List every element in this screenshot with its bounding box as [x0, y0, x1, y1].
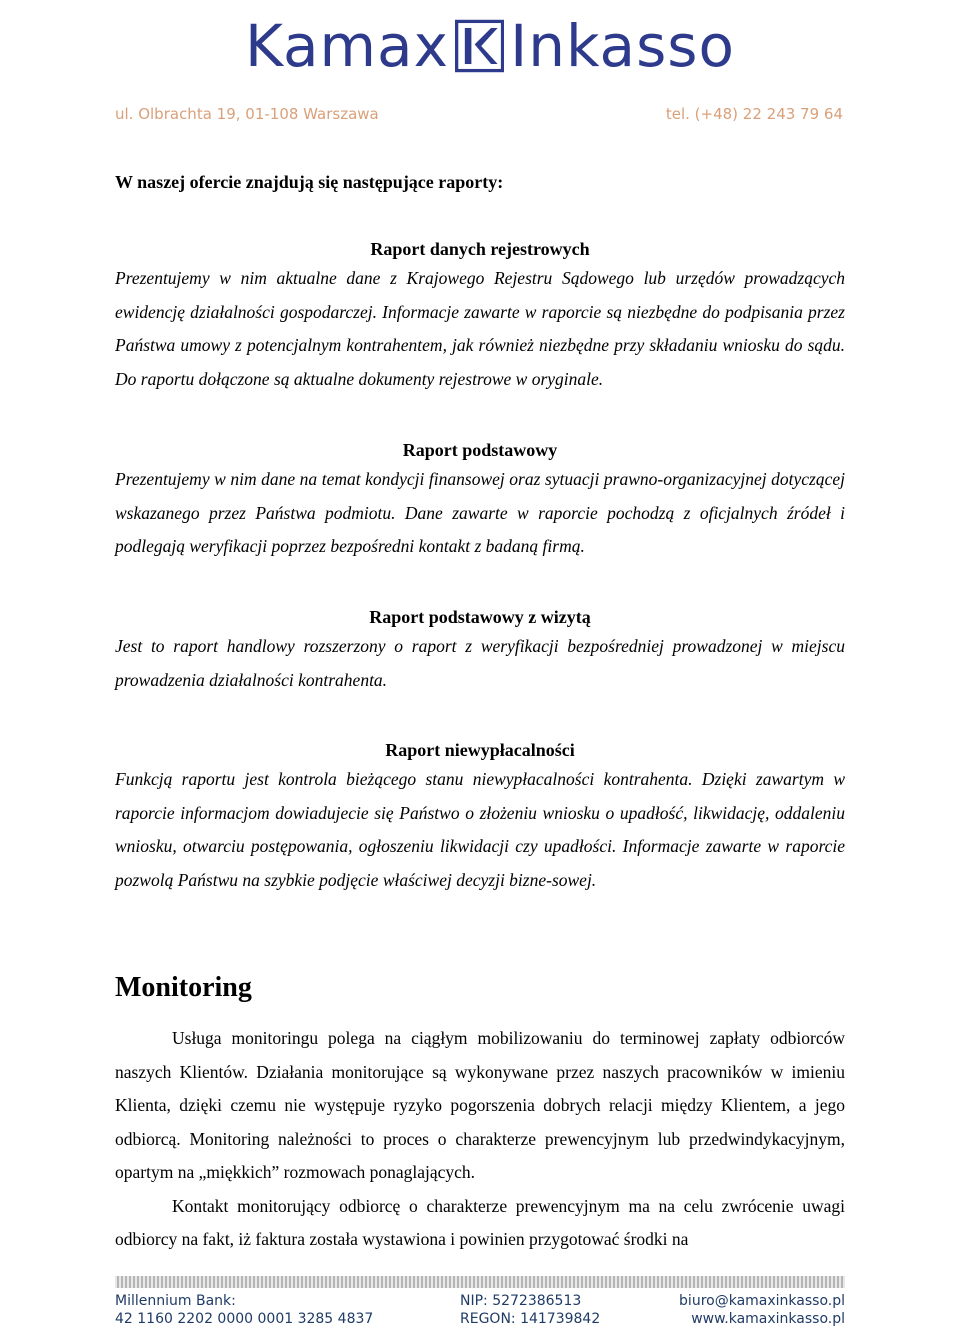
footer-regon: REGON: 141739842 [460, 1311, 601, 1327]
monitoring-paragraph: Usługa monitoringu polega na ciągłym mobilizowaniu do terminowej zapłaty odbiorców naszych Klientów. Działania monitorujące są wykonywane przez naszych pracowników w imieniu Klienta, dzięki czemu nie występuje ryzyko pogorszenia dobrych relacji między Klientem, a jego odbiorcą. Monitoring należności to proces o charakterze prewencyjnym lub przedwindykacyjnym, opartym na „miękkich” rozmowach ponaglających. [115, 1028, 845, 1182]
footer-tax-ids [460, 1292, 600, 1328]
report-description: Jest to raport handlowy rozszerzony o raport z weryfikacji bezpośredniej prowadzonej w miejscu prowadzenia działalności kontrahenta. [115, 636, 845, 690]
footer-divider [115, 1276, 845, 1288]
monitoring-paragraph: Kontakt monitorujący odbiorcę o charakterze prewencyjnym ma na celu zwrócenie uwagi odbiorcy na fakt, iż faktura została wystawiona i powinien przygotować środki na [115, 1195, 845, 1249]
header-contact [115, 105, 843, 123]
report-description: Funkcją raportu jest kontrola bieżącego stanu niewypłacalności kontrahenta. Dzięki zawartym w raporcie informacjom dowiadujecie się Państwo o złożeniu wniosku o upadłość, likwidację, oddaleniu wniosku, otwarciu postępowania, ogłoszeniu likwidacji czy upadłości. Informacje zawarte w raporcie pozwolą Państwu na szybkie podjęcie właściwej decyzji bizne-sowej. [115, 769, 845, 890]
report-section-basic [115, 437, 845, 564]
logo-text-right: Inkasso [510, 11, 735, 80]
header-address: ul. Olbrachta 19, 01-108 Warszawa [115, 105, 379, 123]
footer-email[interactable]: biuro@kamaxinkasso.pl [679, 1293, 845, 1309]
footer-bank-label: Millennium Bank: [115, 1293, 236, 1309]
report-title: Raport podstawowy z wizytą [369, 607, 591, 627]
logo-mark-icon [455, 14, 504, 78]
footer-nip: NIP: 5272386513 [460, 1293, 582, 1309]
footer-contact [679, 1292, 845, 1328]
report-description: Prezentujemy w nim dane na temat kondycji finansowej oraz sytuacji prawno-organizacyjnej dotyczącej wskazanego przez Państwa podmiotu. Dane zawarte w raporcie pochodzą z oficjalnych źródeł i podlegają weryfikacji poprzez bezpośredni kontakt z badaną firmą. [115, 469, 845, 556]
report-description: Prezentujemy w nim aktualne dane z Krajowego Rejestru Sądowego lub urzędów prowadzących ewidencję działalności gospodarczej. Informacje zawarte w raporcie są niezbędne do podpisania przez Państwa umowy z potencjalnym kontrahentem, jak również niezbędne przy składaniu wniosku do sądu. Do raportu dołączone są aktualne dokumenty rejestrowe w oryginale. [115, 268, 845, 389]
report-title: Raport niewypłacalności [385, 740, 575, 760]
monitoring-heading: Monitoring [115, 972, 252, 1003]
report-title: Raport podstawowy [402, 440, 558, 460]
footer-bank [115, 1292, 373, 1328]
report-section-insolvency [115, 737, 845, 897]
report-section-visit [115, 604, 845, 697]
logo-text-left: Kamax [245, 11, 449, 80]
report-title: Raport danych rejestrowych [370, 239, 590, 259]
header-phone: tel. (+48) 22 243 79 64 [665, 105, 843, 123]
footer-bank-account: 42 1160 2202 0000 0001 3285 4837 [115, 1311, 374, 1327]
monitoring-body [115, 1022, 845, 1257]
offer-intro: W naszej ofercie znajdują się następujące raporty: [115, 172, 504, 192]
footer-website[interactable]: www.kamaxinkasso.pl [691, 1311, 845, 1327]
company-logo [245, 8, 735, 83]
report-section-registry [115, 236, 845, 396]
